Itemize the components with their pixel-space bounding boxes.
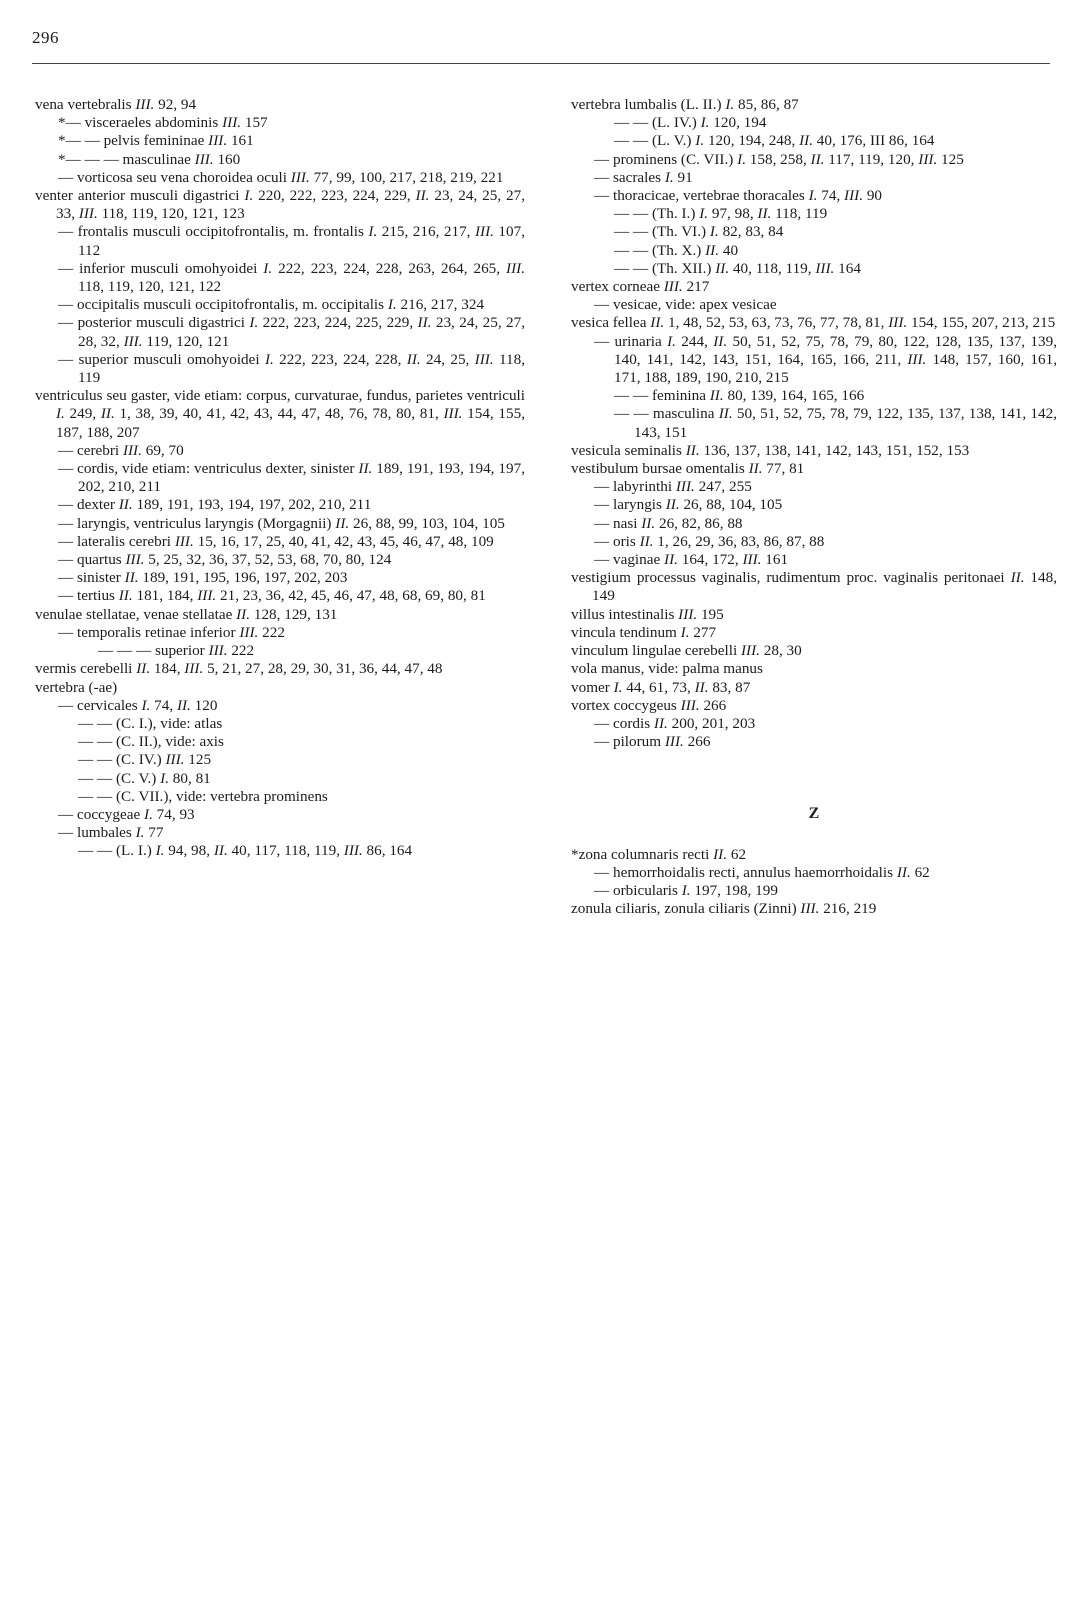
index-entry: — temporalis retinae inferior III. 222: [58, 623, 285, 641]
index-entry: vertex corneae III. 217: [571, 278, 710, 296]
index-entry: — vesicae, vide: apex vesicae: [594, 296, 777, 314]
index-entry: — cerebri III. 69, 70: [58, 441, 184, 459]
index-entry: — — (L. IV.) I. 120, 194: [614, 114, 767, 132]
index-entry: — labyrinthi III. 247, 255: [594, 478, 752, 496]
index-entry: vestibulum bursae omentalis II. 77, 81: [571, 460, 805, 478]
index-entry: vesica fellea II. 1, 48, 52, 53, 63, 73, 76, 77, 78, 81, III. 154, 155, 207, 213, 215: [571, 314, 1056, 332]
index-entry: — — (Th. XII.) II. 40, 118, 119, III. 164: [614, 259, 861, 277]
index-entry: — hemorrhoidalis recti, annulus haemorrhoidalis II. 62: [594, 863, 930, 881]
index-entry: — urinaria I. 244, II. 50, 51, 52, 75, 78, 79, 80, 122, 128, 135, 137, 139, 140, 141, 142, 143, 151, 164, 165, 166, 211, III. 148, 157, 160, 161, 171, 188, 189, 190, 210, 215: [594, 332, 1057, 387]
index-entry: — — (C. V.) I. 80, 81: [78, 769, 211, 787]
index-entry: — orbicularis I. 197, 198, 199: [594, 881, 778, 899]
index-entry: *— visceraeles abdominis III. 157: [58, 114, 268, 132]
section-z-entries: [571, 846, 1057, 919]
index-entry: — superior musculi omohyoidei I. 222, 223, 224, 228, II. 24, 25, III. 118, 119: [58, 350, 526, 387]
index-entry: — — (L. V.) I. 120, 194, 248, II. 40, 176, III 86, 164: [614, 132, 935, 150]
index-entry: — occipitalis musculi occipitofrontalis, m. occipitalis I. 216, 217, 324: [58, 296, 485, 314]
index-entry: — — (Th. I.) I. 97, 98, II. 118, 119: [614, 205, 828, 223]
index-entry: — prominens (C. VII.) I. 158, 258, II. 117, 119, 120, III. 125: [594, 150, 964, 168]
index-entry: — quartus III. 5, 25, 32, 36, 37, 52, 53, 68, 70, 80, 124: [58, 551, 392, 569]
index-entry: — tertius II. 181, 184, III. 21, 23, 36, 42, 45, 46, 47, 48, 68, 69, 80, 81: [58, 587, 486, 605]
index-entry: vena vertebralis III. 92, 94: [35, 96, 197, 113]
index-entry: — vaginae II. 164, 172, III. 161: [594, 551, 789, 569]
index-column-right: [571, 96, 1057, 918]
index-entry: vinculum lingulae cerebelli III. 28, 30: [571, 642, 802, 660]
index-entry: — nasi II. 26, 82, 86, 88: [594, 514, 743, 532]
section-letter-z: Z: [808, 805, 820, 823]
index-entry: — frontalis musculi occipitofrontalis, m. frontalis I. 215, 216, 217, III. 107, 112: [58, 223, 526, 259]
index-entry: — — (C. I.), vide: atlas: [78, 714, 223, 732]
index-entry: — dexter II. 189, 191, 193, 194, 197, 202, 210, 211: [58, 496, 372, 514]
index-entry: — cordis II. 200, 201, 203: [594, 714, 756, 732]
index-entry: — — masculina II. 50, 51, 52, 75, 78, 79, 122, 135, 137, 138, 141, 142, 143, 151: [614, 405, 1057, 441]
index-entry: — oris II. 1, 26, 29, 36, 83, 86, 87, 88: [594, 532, 825, 550]
index-entry: — lateralis cerebri III. 15, 16, 17, 25, 40, 41, 42, 43, 45, 46, 47, 48, 109: [58, 532, 494, 550]
index-entry: — vorticosa seu vena choroidea oculi III. 77, 99, 100, 217, 218, 219, 221: [58, 168, 504, 186]
index-entry: — laryngis, ventriculus laryngis (Morgagnii) II. 26, 88, 99, 103, 104, 105: [58, 514, 505, 532]
index-entry: vertebra (-ae): [35, 678, 118, 696]
index-entry: venter anterior musculi digastrici I. 220, 222, 223, 224, 229, II. 23, 24, 25, 27, 33, III. 118, 119, 120, 121, 123: [35, 187, 526, 223]
index-entry: — coccygeae I. 74, 93: [58, 805, 195, 823]
index-entry: — posterior musculi digastrici I. 222, 223, 224, 225, 229, II. 23, 24, 25, 27, 28, 32, III. 119, 120, 121: [58, 314, 526, 350]
index-entry: — inferior musculi omohyoidei I. 222, 223, 224, 228, 263, 264, 265, III. 118, 119, 120, 121, 122: [58, 259, 526, 296]
index-entry: — sacrales I. 91: [594, 168, 693, 186]
index-entry: vertebra lumbalis (L. II.) I. 85, 86, 87: [571, 96, 799, 113]
index-entry: vola manus, vide: palma manus: [571, 660, 763, 678]
index-entry: — pilorum III. 266: [594, 733, 711, 751]
index-entry: — cervicales I. 74, II. 120: [58, 696, 218, 714]
index-entry: vesicula seminalis II. 136, 137, 138, 141, 142, 143, 151, 152, 153: [571, 441, 970, 459]
index-entry: vestigium processus vaginalis, rudimentum proc. vaginalis peritonaei II. 148, 149: [571, 569, 1057, 605]
index-entry: — — (Th. X.) II. 40: [614, 241, 739, 259]
index-entry: venulae stellatae, venae stellatae II. 128, 129, 131: [35, 605, 338, 623]
index-entry: — — (C. VII.), vide: vertebra prominens: [78, 787, 328, 805]
page-number: 296: [32, 28, 59, 47]
index-entry: — sinister II. 189, 191, 195, 196, 197, 202, 203: [58, 569, 348, 587]
index-entry: — lumbales I. 77: [58, 824, 164, 842]
index-entry: vomer I. 44, 61, 73, II. 83, 87: [571, 678, 751, 696]
index-entry: — — (C. IV.) III. 125: [78, 751, 212, 769]
index-entry: *zona columnaris recti II. 62: [571, 845, 747, 863]
right-entries: [571, 96, 1057, 751]
index-entry: *— — pelvis femininae III. 161: [58, 132, 254, 150]
index-entry: vincula tendinum I. 277: [571, 623, 717, 641]
index-entry: vermis cerebelli II. 184, III. 5, 21, 27, 28, 29, 30, 31, 36, 44, 47, 48: [35, 660, 443, 678]
index-entry: — cordis, vide etiam: ventriculus dexter, sinister II. 189, 191, 193, 194, 197, 202, 210, 211: [58, 460, 526, 496]
index-entry: ventriculus seu gaster, vide etiam: corpus, curvaturae, fundus, parietes ventriculi I. 249, II. 1, 38, 39, 40, 41, 42, 43, 44, 47, 48, 76, 78, 80, 81, III. 154, 155, 187, 188, 207: [35, 387, 526, 441]
index-entry: — thoracicae, vertebrae thoracales I. 74, III. 90: [594, 187, 883, 205]
index-entry: — — — superior III. 222: [98, 642, 255, 660]
index-entry: vortex coccygeus III. 266: [571, 696, 727, 714]
index-column-left: [35, 96, 525, 861]
header-rule: [32, 63, 1050, 64]
index-entry: — — (Th. VI.) I. 82, 83, 84: [614, 223, 784, 241]
index-entry: *— — — masculinae III. 160: [58, 150, 241, 168]
index-entry: — laryngis II. 26, 88, 104, 105: [594, 496, 783, 514]
index-entry: — — (L. I.) I. 94, 98, II. 40, 117, 118, 119, III. 86, 164: [78, 842, 413, 860]
index-entry: — — (C. II.), vide: axis: [78, 733, 224, 751]
index-entry: zonula ciliaris, zonula ciliaris (Zinni) III. 216, 219: [571, 900, 877, 918]
index-entry: — — feminina II. 80, 139, 164, 165, 166: [614, 387, 865, 405]
index-entry: villus intestinalis III. 195: [571, 605, 724, 623]
